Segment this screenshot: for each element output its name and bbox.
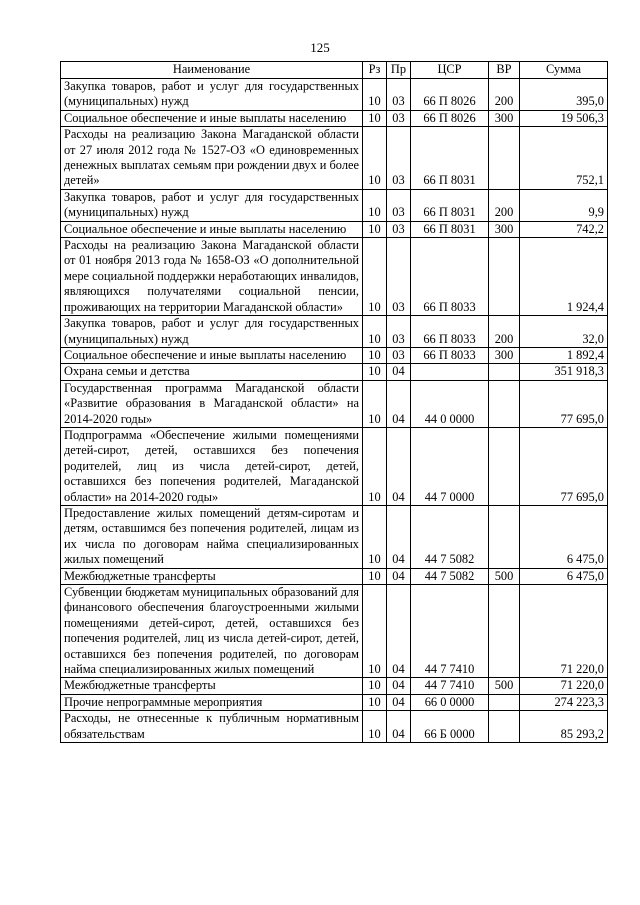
row-vr-cell: 200 bbox=[489, 189, 520, 221]
row-csr-cell: 44 7 0000 bbox=[411, 427, 489, 505]
page-number: 125 bbox=[310, 40, 330, 55]
row-csr-cell: 66 П 8033 bbox=[411, 316, 489, 348]
table-row bbox=[61, 505, 608, 568]
row-csr-cell: 66 П 8026 bbox=[411, 110, 489, 126]
row-csr-cell: 66 П 8031 bbox=[411, 189, 489, 221]
row-name-cell: Прочие непрограммные мероприятия bbox=[61, 694, 363, 710]
header-pr: Пр bbox=[387, 62, 411, 79]
row-rz-cell: 10 bbox=[363, 505, 387, 568]
row-csr-cell: 66 Б 0000 bbox=[411, 711, 489, 743]
table-row bbox=[61, 364, 608, 380]
row-pr-cell: 04 bbox=[387, 711, 411, 743]
row-rz-cell: 10 bbox=[363, 189, 387, 221]
header-rz: Рз bbox=[363, 62, 387, 79]
header-name: Наименование bbox=[61, 62, 363, 79]
row-vr-cell: 300 bbox=[489, 221, 520, 237]
row-sum-cell: 71 220,0 bbox=[520, 678, 608, 694]
row-sum-cell: 6 475,0 bbox=[520, 505, 608, 568]
table-row bbox=[61, 110, 608, 126]
row-sum-cell: 1 924,4 bbox=[520, 238, 608, 316]
table-row bbox=[61, 568, 608, 584]
table-row bbox=[61, 189, 608, 221]
row-rz-cell: 10 bbox=[363, 110, 387, 126]
row-sum-cell: 351 918,3 bbox=[520, 364, 608, 380]
row-sum-cell: 32,0 bbox=[520, 316, 608, 348]
table-row bbox=[61, 694, 608, 710]
table-row bbox=[61, 380, 608, 427]
row-name-cell: Закупка товаров, работ и услуг для государственных (муниципальных) нужд bbox=[61, 189, 363, 221]
row-vr-cell bbox=[489, 364, 520, 380]
row-rz-cell: 10 bbox=[363, 79, 387, 111]
row-vr-cell bbox=[489, 127, 520, 190]
row-csr-cell: 66 П 8033 bbox=[411, 347, 489, 363]
row-sum-cell: 85 293,2 bbox=[520, 711, 608, 743]
row-sum-cell: 77 695,0 bbox=[520, 380, 608, 427]
row-sum-cell: 9,9 bbox=[520, 189, 608, 221]
row-pr-cell: 04 bbox=[387, 694, 411, 710]
row-csr-cell: 44 7 5082 bbox=[411, 568, 489, 584]
table-row bbox=[61, 127, 608, 190]
row-vr-cell bbox=[489, 585, 520, 678]
row-rz-cell: 10 bbox=[363, 347, 387, 363]
header-vr: ВР bbox=[489, 62, 520, 79]
row-name-cell: Межбюджетные трансферты bbox=[61, 678, 363, 694]
row-name-cell: Закупка товаров, работ и услуг для государственных (муниципальных) нужд bbox=[61, 79, 363, 111]
row-sum-cell: 395,0 bbox=[520, 79, 608, 111]
row-pr-cell: 04 bbox=[387, 427, 411, 505]
row-vr-cell bbox=[489, 427, 520, 505]
row-pr-cell: 04 bbox=[387, 505, 411, 568]
row-pr-cell: 04 bbox=[387, 364, 411, 380]
row-vr-cell: 200 bbox=[489, 79, 520, 111]
row-pr-cell: 04 bbox=[387, 678, 411, 694]
row-name-cell: Расходы на реализацию Закона Магаданской области от 27 июля 2012 года № 1527-ОЗ «О единовременных денежных выплатах семьям при рождении двух и более детей» bbox=[61, 127, 363, 190]
row-csr-cell: 66 П 8031 bbox=[411, 221, 489, 237]
table-row bbox=[61, 427, 608, 505]
row-rz-cell: 10 bbox=[363, 694, 387, 710]
header-sum: Сумма bbox=[520, 62, 608, 79]
row-pr-cell: 03 bbox=[387, 79, 411, 111]
row-pr-cell: 04 bbox=[387, 568, 411, 584]
row-sum-cell: 1 892,4 bbox=[520, 347, 608, 363]
table-header-row bbox=[61, 62, 608, 79]
row-sum-cell: 752,1 bbox=[520, 127, 608, 190]
row-vr-cell: 300 bbox=[489, 347, 520, 363]
row-rz-cell: 10 bbox=[363, 427, 387, 505]
row-rz-cell: 10 bbox=[363, 568, 387, 584]
row-name-cell: Государственная программа Магаданской области «Развитие образования в Магаданской области» на 2014-2020 годы» bbox=[61, 380, 363, 427]
row-csr-cell: 44 7 7410 bbox=[411, 678, 489, 694]
row-pr-cell: 03 bbox=[387, 127, 411, 190]
row-csr-cell: 66 П 8033 bbox=[411, 238, 489, 316]
row-rz-cell: 10 bbox=[363, 127, 387, 190]
row-pr-cell: 03 bbox=[387, 221, 411, 237]
header-csr: ЦСР bbox=[411, 62, 489, 79]
row-rz-cell: 10 bbox=[363, 364, 387, 380]
row-vr-cell: 500 bbox=[489, 678, 520, 694]
row-rz-cell: 10 bbox=[363, 678, 387, 694]
row-name-cell: Охрана семьи и детства bbox=[61, 364, 363, 380]
row-vr-cell bbox=[489, 380, 520, 427]
row-sum-cell: 77 695,0 bbox=[520, 427, 608, 505]
row-csr-cell: 44 7 5082 bbox=[411, 505, 489, 568]
table-row bbox=[61, 316, 608, 348]
row-name-cell: Подпрограмма «Обеспечение жилыми помещениями детей-сирот, детей, оставшихся без попечения родителей, лиц из числа детей-сирот, детей, оставшихся без попечения родителей, Магаданской области» на 2014-2020 годы» bbox=[61, 427, 363, 505]
table-row bbox=[61, 585, 608, 678]
row-name-cell: Расходы на реализацию Закона Магаданской области от 01 ноября 2013 года № 1658-ОЗ «О дополнительной мере социальной поддержки неработающих инвалидов, являющихся получателями социальной пенсии, проживающих на территории Магаданской области» bbox=[61, 238, 363, 316]
row-vr-cell bbox=[489, 238, 520, 316]
row-vr-cell bbox=[489, 711, 520, 743]
table-row bbox=[61, 238, 608, 316]
row-rz-cell: 10 bbox=[363, 238, 387, 316]
row-name-cell: Межбюджетные трансферты bbox=[61, 568, 363, 584]
table-row bbox=[61, 347, 608, 363]
row-sum-cell: 742,2 bbox=[520, 221, 608, 237]
row-pr-cell: 03 bbox=[387, 347, 411, 363]
row-csr-cell: 44 7 7410 bbox=[411, 585, 489, 678]
row-rz-cell: 10 bbox=[363, 585, 387, 678]
row-name-cell: Социальное обеспечение и иные выплаты населению bbox=[61, 221, 363, 237]
row-sum-cell: 274 223,3 bbox=[520, 694, 608, 710]
row-pr-cell: 04 bbox=[387, 585, 411, 678]
row-pr-cell: 03 bbox=[387, 189, 411, 221]
row-pr-cell: 04 bbox=[387, 380, 411, 427]
row-name-cell: Субвенции бюджетам муниципальных образований для финансового обеспечения благоустроенными жилыми помещениями детей-сирот, детей, оставшихся без попечения родителей, лиц из числа детей-сирот, детей, оставшихся без попечения родителей, по договорам найма специализированных жилых помещений bbox=[61, 585, 363, 678]
row-pr-cell: 03 bbox=[387, 316, 411, 348]
row-csr-cell: 44 0 0000 bbox=[411, 380, 489, 427]
row-sum-cell: 6 475,0 bbox=[520, 568, 608, 584]
row-rz-cell: 10 bbox=[363, 380, 387, 427]
row-pr-cell: 03 bbox=[387, 110, 411, 126]
row-vr-cell: 200 bbox=[489, 316, 520, 348]
row-sum-cell: 71 220,0 bbox=[520, 585, 608, 678]
row-name-cell: Социальное обеспечение и иные выплаты населению bbox=[61, 347, 363, 363]
row-name-cell: Предоставление жилых помещений детям-сиротам и детям, оставшимся без попечения родителей, лицам из их числа по договорам найма специализированных жилых помещений bbox=[61, 505, 363, 568]
row-vr-cell: 300 bbox=[489, 110, 520, 126]
row-name-cell: Социальное обеспечение и иные выплаты населению bbox=[61, 110, 363, 126]
row-csr-cell: 66 0 0000 bbox=[411, 694, 489, 710]
row-vr-cell: 500 bbox=[489, 568, 520, 584]
row-rz-cell: 10 bbox=[363, 711, 387, 743]
row-csr-cell: 66 П 8026 bbox=[411, 79, 489, 111]
row-vr-cell bbox=[489, 505, 520, 568]
row-csr-cell bbox=[411, 364, 489, 380]
row-vr-cell bbox=[489, 694, 520, 710]
row-rz-cell: 10 bbox=[363, 221, 387, 237]
table-row bbox=[61, 678, 608, 694]
row-rz-cell: 10 bbox=[363, 316, 387, 348]
row-pr-cell: 03 bbox=[387, 238, 411, 316]
budget-table bbox=[60, 61, 608, 743]
table-row bbox=[61, 79, 608, 111]
table-row bbox=[61, 221, 608, 237]
table-row bbox=[61, 711, 608, 743]
row-name-cell: Расходы, не отнесенные к публичным нормативным обязательствам bbox=[61, 711, 363, 743]
row-sum-cell: 19 506,3 bbox=[520, 110, 608, 126]
row-csr-cell: 66 П 8031 bbox=[411, 127, 489, 190]
row-name-cell: Закупка товаров, работ и услуг для государственных (муниципальных) нужд bbox=[61, 316, 363, 348]
